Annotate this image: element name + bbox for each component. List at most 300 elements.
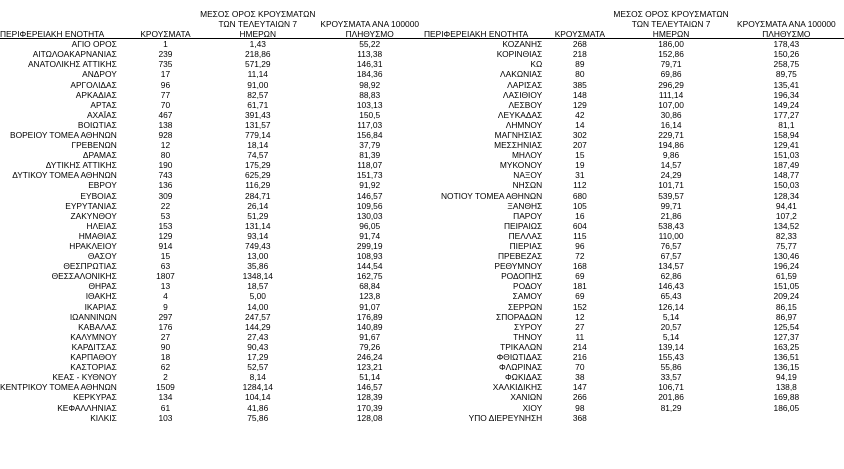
region-cell: ΛΗΜΝΟΥ bbox=[505, 119, 543, 130]
cases-cell: 13 bbox=[160, 281, 171, 292]
cases-cell: 15 bbox=[575, 150, 585, 161]
cases-cell: 216 bbox=[572, 352, 587, 363]
avg7-cell: 33,57 bbox=[660, 372, 682, 383]
table-row bbox=[424, 59, 844, 69]
avg7-cell: 625,29 bbox=[244, 170, 271, 181]
cases-cell: 181 bbox=[572, 281, 587, 292]
region-cell: ΠΑΡΟΥ bbox=[513, 210, 543, 221]
cases-cell: 27 bbox=[160, 331, 171, 342]
avg7-cell: 296,29 bbox=[658, 79, 684, 90]
table-row bbox=[0, 292, 424, 302]
table-row bbox=[424, 150, 844, 160]
per100k-cell: 129,41 bbox=[773, 140, 800, 151]
region-cell: ΚΟΡΙΝΘΙΑΣ bbox=[496, 49, 543, 60]
avg7-cell: 144,29 bbox=[244, 321, 271, 332]
per100k-cell: 162,75 bbox=[356, 271, 383, 282]
cases-cell: 176 bbox=[158, 321, 173, 332]
region-cell: ΚΑΣΤΟΡΙΑΣ bbox=[70, 362, 117, 373]
header-row-3 bbox=[424, 28, 844, 39]
cases-cell: 1 bbox=[163, 39, 168, 50]
avg7-cell: 284,71 bbox=[244, 190, 271, 201]
table-row bbox=[424, 201, 844, 211]
table-row bbox=[424, 80, 844, 90]
cases-cell: 77 bbox=[160, 89, 171, 100]
region-cell: ΕΥΒΟΙΑΣ bbox=[80, 190, 117, 201]
per100k-cell: 127,37 bbox=[773, 331, 800, 342]
region-cell: ΛΑΚΩΝΙΑΣ bbox=[500, 69, 543, 80]
region-cell: ΚΕΑΣ - ΚΥΘΝΟΥ bbox=[52, 372, 117, 383]
table-row bbox=[0, 160, 424, 170]
avg7-cell: 107,00 bbox=[658, 99, 684, 110]
cases-cell: 218 bbox=[572, 49, 587, 60]
cases-cell: 115 bbox=[573, 230, 587, 241]
per100k-cell: 209,24 bbox=[773, 291, 800, 302]
per100k-cell: 146,57 bbox=[356, 382, 383, 393]
region-cell: ΝΟΤΙΟΥ ΤΟΜΕΑ ΑΘΗΝΩΝ bbox=[441, 190, 543, 201]
table-row bbox=[0, 201, 424, 211]
per100k-cell: 136,51 bbox=[773, 352, 800, 363]
table-row bbox=[424, 140, 844, 150]
table-row bbox=[424, 251, 844, 261]
avg7-cell: 126,14 bbox=[658, 301, 684, 312]
cases-cell: 12 bbox=[575, 311, 585, 322]
avg7-cell: 749,43 bbox=[244, 241, 271, 251]
per100k-cell: 146,57 bbox=[356, 190, 383, 201]
region-cell: ΙΩΑΝΝΙΝΩΝ bbox=[69, 311, 117, 322]
table-row bbox=[424, 181, 844, 191]
table-row bbox=[424, 261, 844, 271]
per100k-cell: 128,39 bbox=[356, 392, 383, 403]
region-cell: ΤΡΙΚΑΛΩΝ bbox=[500, 341, 543, 352]
cases-cell: 743 bbox=[158, 170, 173, 181]
table-row bbox=[0, 59, 424, 69]
avg7-cell: 20,57 bbox=[660, 321, 682, 332]
avg-header-line1: ΜΕΣΟΣ ΟΡΟΣ ΚΡΟΥΣΜΑΤΩΝ bbox=[200, 8, 316, 19]
avg7-cell: 201,86 bbox=[658, 392, 684, 403]
region-cell: ΚΕΝΤΡΙΚΟΥ ΤΟΜΕΑ ΑΘΗΝΩΝ bbox=[0, 382, 117, 393]
cases-cell: 19 bbox=[575, 160, 585, 171]
region-cell: ΚΕΦΑΛΛΗΝΙΑΣ bbox=[57, 402, 117, 413]
cases-cell: 302 bbox=[572, 129, 587, 140]
region-cell: ΚΟΖΑΝΗΣ bbox=[502, 39, 543, 50]
table-row bbox=[0, 231, 424, 241]
avg7-cell: 1284,14 bbox=[242, 382, 273, 393]
per100k-cell: 130,03 bbox=[356, 210, 383, 221]
region-cell: ΔΡΑΜΑΣ bbox=[82, 150, 117, 161]
avg7-cell: 1,43 bbox=[249, 39, 266, 50]
cases-cell: 112 bbox=[573, 180, 587, 191]
per100k-cell: 187,49 bbox=[773, 160, 800, 171]
cases-cell: 72 bbox=[575, 251, 585, 262]
region-cell: ΜΗΛΟΥ bbox=[511, 150, 543, 161]
per100k-cell: 184,36 bbox=[356, 69, 383, 80]
avg7-cell: 51,29 bbox=[247, 210, 269, 221]
avg7-cell: 65,43 bbox=[660, 291, 682, 302]
table-row bbox=[0, 49, 424, 59]
cases-cell: 16 bbox=[575, 210, 585, 221]
region-cell: ΛΑΣΙΘΙΟΥ bbox=[502, 89, 543, 100]
per100k-header-line2: ΠΛΗΘΥΣΜΟ bbox=[729, 28, 844, 39]
cases-cell: 153 bbox=[158, 220, 173, 231]
region-cell: ΚΑΡΔΙΤΣΑΣ bbox=[71, 341, 117, 352]
avg7-cell: 111,14 bbox=[658, 89, 684, 100]
cases-cell: 105 bbox=[572, 200, 587, 211]
region-cell: ΜΑΓΝΗΣΙΑΣ bbox=[494, 129, 543, 140]
cases-cell: 680 bbox=[572, 190, 587, 201]
avg7-cell: 539,57 bbox=[658, 190, 684, 201]
table-row bbox=[0, 362, 424, 372]
cases-cell: 62 bbox=[160, 362, 171, 373]
avg-header-line1: ΜΕΣΟΣ ΟΡΟΣ ΚΡΟΥΣΜΑΤΩΝ bbox=[613, 8, 729, 19]
per100k-cell: 91,92 bbox=[359, 180, 381, 191]
avg7-cell: 55,86 bbox=[660, 362, 682, 373]
avg7-cell: 93,14 bbox=[247, 230, 269, 241]
cases-cell: 80 bbox=[575, 69, 585, 80]
cases-cell: 70 bbox=[575, 362, 585, 373]
per100k-cell: 151,03 bbox=[773, 150, 800, 161]
region-cell: ΗΡΑΚΛΕΙΟΥ bbox=[69, 241, 117, 251]
region-cell: ΑΧΑΪΑΣ bbox=[86, 109, 117, 120]
cases-cell: 9 bbox=[163, 301, 168, 312]
table-row bbox=[0, 282, 424, 292]
table-row bbox=[0, 261, 424, 271]
table-row bbox=[424, 382, 844, 392]
cases-cell: 134 bbox=[158, 392, 173, 403]
region-cell: ΧΑΝΙΩΝ bbox=[510, 392, 543, 403]
table-row bbox=[424, 39, 844, 50]
left-table-block bbox=[0, 8, 424, 423]
avg7-cell: 76,57 bbox=[660, 241, 682, 251]
header-row-1 bbox=[0, 8, 424, 18]
per100k-cell: 176,89 bbox=[356, 311, 383, 322]
table-row bbox=[0, 80, 424, 90]
cases-header: ΚΡΟΥΣΜΑΤΑ bbox=[546, 28, 613, 39]
avg7-cell: 30,86 bbox=[660, 109, 682, 120]
region-cell: ΥΠΟ ΔΙΕΡΕΥΝΗΣΗ bbox=[468, 412, 543, 423]
cases-cell: 2 bbox=[163, 372, 168, 383]
cases-cell: 12 bbox=[160, 140, 171, 151]
avg7-cell: 779,14 bbox=[244, 129, 271, 140]
region-cell: ΜΕΣΣΗΝΙΑΣ bbox=[494, 140, 543, 151]
table-row bbox=[424, 271, 844, 281]
avg7-cell: 194,86 bbox=[658, 140, 684, 151]
table-row bbox=[424, 211, 844, 221]
per100k-cell: 91,67 bbox=[359, 331, 381, 342]
avg7-cell: 18,14 bbox=[247, 140, 269, 151]
avg7-cell: 229,71 bbox=[658, 129, 684, 140]
avg7-cell: 139,14 bbox=[658, 341, 684, 352]
region-cell: ΒΟΙΩΤΙΑΣ bbox=[77, 119, 117, 130]
per100k-cell: 150,26 bbox=[773, 49, 800, 60]
cases-cell: 368 bbox=[572, 412, 587, 423]
per100k-cell: 108,93 bbox=[356, 251, 383, 262]
region-cell: ΙΘΑΚΗΣ bbox=[85, 291, 117, 302]
table-row bbox=[0, 221, 424, 231]
cases-cell: 152 bbox=[572, 301, 587, 312]
avg7-cell: 99,71 bbox=[660, 200, 682, 211]
region-cell: ΣΕΡΡΩΝ bbox=[507, 301, 543, 312]
cases-cell: 148 bbox=[572, 89, 587, 100]
table-row bbox=[0, 372, 424, 382]
avg7-cell: 101,71 bbox=[658, 180, 684, 191]
per100k-cell: 151,05 bbox=[773, 281, 800, 292]
avg7-cell: 35,86 bbox=[247, 261, 269, 272]
cases-cell: 297 bbox=[158, 311, 173, 322]
cases-cell: 266 bbox=[572, 392, 587, 403]
per100k-cell: 144,54 bbox=[356, 261, 383, 272]
cases-cell: 4 bbox=[163, 291, 168, 302]
avg7-cell: 91,00 bbox=[247, 79, 269, 90]
cases-cell: 53 bbox=[160, 210, 171, 221]
per100k-header-line1: ΚΡΟΥΣΜΑΤΑ ΑΝΑ 100000 bbox=[737, 18, 836, 29]
avg-header-line2: ΤΩΝ ΤΕΛΕΥΤΑΙΩΝ 7 bbox=[631, 18, 711, 29]
region-cell: ΚΙΛΚΙΣ bbox=[90, 412, 117, 423]
per100k-cell: 146,31 bbox=[356, 59, 383, 70]
per100k-cell: 128,34 bbox=[773, 190, 800, 201]
per100k-cell: 113,38 bbox=[357, 49, 383, 60]
avg7-cell: 41,86 bbox=[247, 402, 269, 413]
avg7-cell: 152,86 bbox=[658, 49, 684, 60]
avg7-cell: 247,57 bbox=[244, 311, 271, 322]
region-cell: ΧΙΟΥ bbox=[522, 402, 543, 413]
cases-cell: 385 bbox=[572, 79, 587, 90]
avg7-cell: 52,57 bbox=[247, 362, 269, 373]
avg7-cell: 90,43 bbox=[247, 341, 269, 352]
region-cell: ΧΑΛΚΙΔΙΚΗΣ bbox=[492, 382, 543, 393]
per100k-cell: 79,26 bbox=[359, 341, 381, 352]
cases-cell: 1509 bbox=[156, 382, 175, 393]
per100k-cell: 196,24 bbox=[773, 261, 800, 272]
avg7-cell: 79,71 bbox=[660, 59, 682, 70]
avg7-cell: 69,86 bbox=[660, 69, 682, 80]
per100k-cell: 88,83 bbox=[359, 89, 381, 100]
region-cell: ΜΥΚΟΝΟΥ bbox=[499, 160, 543, 171]
table-row bbox=[0, 251, 424, 261]
header-row-2 bbox=[424, 18, 844, 28]
table-row bbox=[424, 322, 844, 332]
region-cell: ΛΕΥΚΑΔΑΣ bbox=[497, 109, 543, 120]
right-table-block bbox=[424, 8, 844, 423]
per100k-cell: 196,34 bbox=[773, 89, 800, 100]
left-table bbox=[0, 8, 424, 423]
avg7-cell: 14,00 bbox=[247, 301, 269, 312]
per100k-cell: 246,24 bbox=[356, 352, 383, 363]
per100k-cell: 61,59 bbox=[775, 271, 797, 282]
cases-cell: 207 bbox=[572, 140, 587, 151]
region-cell: ΣΥΡΟΥ bbox=[514, 321, 543, 332]
header-row-1 bbox=[424, 8, 844, 18]
cases-cell: 90 bbox=[160, 341, 171, 352]
per100k-cell: 51,14 bbox=[359, 372, 381, 383]
cases-cell: 735 bbox=[158, 59, 173, 70]
table-row bbox=[424, 171, 844, 181]
cases-cell: 89 bbox=[575, 59, 585, 70]
avg7-cell: 391,43 bbox=[244, 109, 271, 120]
cases-cell: 96 bbox=[160, 79, 171, 90]
avg7-cell: 21,86 bbox=[660, 210, 682, 221]
cases-cell: 31 bbox=[575, 170, 585, 181]
per100k-cell: 82,33 bbox=[775, 230, 797, 241]
avg7-cell: 14,57 bbox=[660, 160, 682, 171]
cases-header: ΚΡΟΥΣΜΑΤΑ bbox=[131, 28, 200, 39]
table-row bbox=[0, 211, 424, 221]
avg7-cell: 11,14 bbox=[247, 69, 268, 80]
per100k-cell: 68,84 bbox=[359, 281, 381, 292]
region-cell: ΓΡΕΒΕΝΩΝ bbox=[71, 140, 117, 151]
region-cell: ΘΗΡΑΣ bbox=[88, 281, 117, 292]
per100k-header-line1: ΚΡΟΥΣΜΑΤΑ ΑΝΑ 100000 bbox=[320, 18, 420, 29]
per100k-cell: 140,89 bbox=[356, 321, 383, 332]
table-row bbox=[0, 181, 424, 191]
per100k-cell: 75,77 bbox=[775, 241, 797, 251]
table-row bbox=[0, 302, 424, 312]
per100k-cell: 86,97 bbox=[775, 311, 797, 322]
avg7-cell: 104,14 bbox=[244, 392, 271, 403]
cases-cell: 914 bbox=[158, 241, 173, 251]
avg7-cell: 146,43 bbox=[658, 281, 684, 292]
region-cell: ΦΛΩΡΙΝΑΣ bbox=[498, 362, 543, 373]
cases-cell: 1807 bbox=[156, 271, 175, 282]
avg7-cell: 75,86 bbox=[247, 412, 269, 423]
table-row bbox=[0, 90, 424, 100]
cases-cell: 69 bbox=[575, 291, 585, 302]
region-cell: ΞΑΝΘΗΣ bbox=[507, 200, 543, 211]
avg7-cell: 74,57 bbox=[247, 150, 269, 161]
cases-cell: 70 bbox=[160, 99, 171, 110]
avg7-cell: 67,57 bbox=[660, 251, 682, 262]
cases-cell: 15 bbox=[160, 251, 171, 262]
cases-cell: 14 bbox=[575, 119, 585, 130]
avg7-cell: 26,14 bbox=[247, 200, 269, 211]
avg7-cell: 82,57 bbox=[247, 89, 269, 100]
table-row bbox=[0, 382, 424, 392]
per100k-cell: 118,07 bbox=[357, 160, 383, 171]
region-cell: ΙΚΑΡΙΑΣ bbox=[84, 301, 117, 312]
region-cell: ΡΕΘΥΜΝΟΥ bbox=[494, 261, 543, 272]
cases-cell: 18 bbox=[160, 352, 171, 363]
cases-cell: 22 bbox=[160, 200, 171, 211]
per100k-cell: 149,24 bbox=[773, 99, 800, 110]
per100k-cell: 125,54 bbox=[773, 321, 800, 332]
table-row bbox=[424, 282, 844, 292]
per100k-cell: 151,73 bbox=[356, 170, 383, 181]
table-row bbox=[424, 302, 844, 312]
avg7-cell: 18,57 bbox=[247, 281, 269, 292]
avg7-cell: 16,14 bbox=[660, 119, 682, 130]
table-row bbox=[0, 393, 424, 403]
table-row bbox=[0, 191, 424, 201]
right-table bbox=[424, 8, 844, 423]
cases-cell: 928 bbox=[158, 129, 173, 140]
avg7-cell: 218,86 bbox=[244, 49, 271, 60]
table-row bbox=[0, 39, 424, 50]
cases-cell: 239 bbox=[158, 49, 173, 60]
region-cell: ΑΡΤΑΣ bbox=[90, 99, 117, 110]
per100k-cell: 178,43 bbox=[773, 39, 800, 50]
table-row bbox=[0, 100, 424, 110]
avg7-cell: 131,14 bbox=[244, 220, 271, 231]
per100k-cell: 150,03 bbox=[773, 180, 800, 191]
region-cell: ΗΛΕΙΑΣ bbox=[86, 220, 117, 231]
per100k-cell: 135,41 bbox=[773, 79, 800, 90]
region-cell: ΚΩ bbox=[530, 59, 543, 70]
table-row bbox=[424, 90, 844, 100]
table-row bbox=[0, 150, 424, 160]
region-cell: ΔΥΤΙΚΗΣ ΑΤΤΙΚΗΣ bbox=[45, 160, 117, 171]
cases-cell: 168 bbox=[572, 261, 587, 272]
table-row bbox=[0, 110, 424, 120]
cases-cell: 309 bbox=[158, 190, 173, 201]
table-row bbox=[424, 413, 844, 423]
per100k-header-line2: ΠΛΗΘΥΣΜΟ bbox=[315, 28, 424, 39]
region-cell: ΡΟΔΟΠΗΣ bbox=[501, 271, 543, 282]
table-row bbox=[0, 403, 424, 413]
avg7-cell: 9,86 bbox=[662, 150, 680, 161]
per100k-cell: 123,21 bbox=[356, 362, 383, 373]
region-cell: ΚΑΛΥΜΝΟΥ bbox=[70, 331, 117, 342]
avg-header-line3: ΗΜΕΡΩΝ bbox=[613, 28, 728, 39]
cases-cell: 604 bbox=[572, 220, 587, 231]
region-cell: ΦΩΚΙΔΑΣ bbox=[505, 372, 543, 383]
cases-cell: 98 bbox=[575, 402, 585, 413]
per100k-cell: 138,8 bbox=[775, 382, 797, 393]
cases-cell: 61 bbox=[160, 402, 171, 413]
per100k-cell: 37,79 bbox=[359, 140, 381, 151]
region-cell: ΑΡΚΑΔΙΑΣ bbox=[75, 89, 117, 100]
region-header: ΠΕΡΙΦΕΡΕΙΑΚΗ ΕΝΟΤΗΤΑ bbox=[424, 28, 546, 39]
region-cell: ΡΟΔΟΥ bbox=[513, 281, 543, 292]
avg7-cell: 61,71 bbox=[247, 99, 269, 110]
region-cell: ΦΘΙΩΤΙΔΑΣ bbox=[496, 352, 543, 363]
table-row bbox=[0, 171, 424, 181]
per100k-cell: 130,46 bbox=[773, 251, 800, 262]
cases-cell: 80 bbox=[160, 150, 171, 161]
avg7-cell: 1348,14 bbox=[242, 271, 273, 282]
avg7-cell: 155,43 bbox=[658, 352, 684, 363]
cases-cell: 467 bbox=[158, 109, 173, 120]
cases-cell: 17 bbox=[160, 69, 171, 80]
per100k-cell: 103,13 bbox=[356, 99, 383, 110]
region-cell: ΠΙΕΡΙΑΣ bbox=[509, 241, 543, 251]
table-row bbox=[0, 352, 424, 362]
per100k-cell: 150,5 bbox=[359, 109, 381, 120]
region-cell: ΠΕΛΛΑΣ bbox=[508, 230, 543, 241]
per100k-cell: 163,25 bbox=[773, 341, 800, 352]
cases-cell: 147 bbox=[572, 382, 587, 393]
region-cell: ΒΟΡΕΙΟΥ ΤΟΜΕΑ ΑΘΗΝΩΝ bbox=[9, 129, 117, 140]
region-cell: ΛΕΣΒΟΥ bbox=[508, 99, 543, 110]
per100k-cell bbox=[729, 413, 844, 423]
region-cell: ΝΗΣΩΝ bbox=[512, 180, 543, 191]
region-cell: ΕΥΡΥΤΑΝΙΑΣ bbox=[65, 200, 117, 211]
table-row bbox=[424, 49, 844, 59]
left-table-body bbox=[0, 39, 424, 423]
table-row bbox=[424, 191, 844, 201]
table-row bbox=[0, 312, 424, 322]
region-cell: ΚΑΡΠΑΘΟΥ bbox=[70, 352, 117, 363]
table-row bbox=[0, 120, 424, 130]
table-row bbox=[0, 70, 424, 80]
table-row bbox=[0, 271, 424, 281]
avg7-cell: 62,86 bbox=[660, 271, 682, 282]
cases-cell: 190 bbox=[158, 160, 173, 171]
table-row bbox=[424, 160, 844, 170]
region-cell: ΣΑΜΟΥ bbox=[512, 291, 543, 302]
per100k-cell: 170,39 bbox=[356, 402, 383, 413]
per100k-cell: 98,92 bbox=[359, 79, 381, 90]
avg7-cell: 13,00 bbox=[247, 251, 269, 262]
region-cell: ΚΑΒΑΛΑΣ bbox=[78, 321, 117, 332]
